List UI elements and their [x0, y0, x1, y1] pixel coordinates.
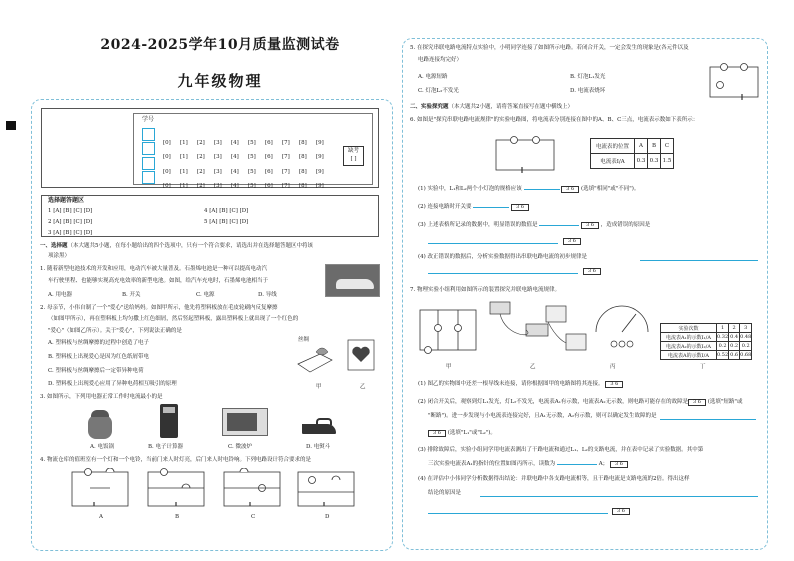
q3-option-d: D. 电熨斗: [306, 444, 331, 450]
q7-cell: 0.4: [730, 334, 739, 340]
q2-text-3: "爱心"（如图乙所示）。关于"爱心"，下列说法正确的是: [48, 328, 182, 334]
q7-sub2-d: (选填"L₁"或"L₂")。: [447, 430, 496, 436]
id-digit-bubble[interactable]: [6]: [265, 140, 273, 146]
section2-desc: （本大题共2小题，请将答案直接写在题中横线上）: [448, 104, 574, 110]
lamp-l1-icon: [721, 64, 728, 71]
section2-title: 二、实验探究题: [410, 104, 449, 110]
id-digit-bubble[interactable]: [3]: [214, 183, 222, 189]
id-digit-bubble[interactable]: [7]: [282, 169, 290, 175]
q7-cell: 0.2: [730, 343, 739, 349]
q4-option-d: D: [325, 514, 330, 520]
q6-sub4-blank-2[interactable]: [428, 273, 578, 274]
q7-header-2: 2: [729, 324, 740, 333]
q7-sub2-b: (选填"短路"或: [707, 399, 743, 405]
lamp-l1-icon: [435, 325, 442, 332]
absent-mark: [ ]: [350, 156, 357, 162]
q3-text: 3. 如图所示，下列用电器正常工作时电流最小的是: [40, 394, 163, 400]
answer-row-q4[interactable]: 4 [A] [B] [C] [D]: [204, 208, 249, 214]
q2-option-d: D. 塑料板上出现爱心应用了异种电荷相互吸引的原理: [48, 381, 177, 387]
circuit-d: [298, 472, 354, 506]
q6-table: [590, 138, 674, 169]
q6-sub3-text-b: ，造成错误的原因是: [600, 222, 651, 228]
silk-cloth: [316, 348, 328, 355]
score-box: 3 6: [583, 268, 601, 275]
id-digit-bubble[interactable]: [6]: [265, 154, 273, 160]
q6-sub1-text-b: (选填"相同"或"不同")。: [581, 186, 640, 192]
q6-sub3: [418, 222, 650, 229]
score-box: 3 6: [688, 399, 706, 406]
absent-checkbox[interactable]: [343, 146, 364, 166]
q6-sub3-text: (3) 上述表格所记录的数据中，明显错误的数值是: [418, 222, 538, 228]
q7-fig-label-yi: 乙: [530, 364, 536, 370]
q6-row-label: 电流表I/A: [591, 154, 635, 169]
calculator-icon: [160, 404, 178, 438]
q7-sub3-blank[interactable]: [557, 464, 597, 465]
section1-title: 一、选择题: [40, 243, 68, 249]
q7-cell: 0.2: [740, 342, 752, 351]
q7-sub2-a: (2) 闭合开关后，观察到灯L₁发光，灯L₂不发光，电流表A₁有示数，电流表A₂无示数，则电路可能存在的故障是: [418, 399, 689, 405]
q1-option-c: C. 电源: [196, 292, 215, 298]
q6-sub1: [418, 186, 639, 193]
id-digit-bubble[interactable]: [2]: [197, 154, 205, 160]
car-icon: [336, 279, 374, 289]
answer-row-q5[interactable]: 5 [A] [B] [C] [D]: [204, 219, 249, 225]
q1-option-d: D. 导线: [258, 292, 277, 298]
microwave-icon: [222, 408, 268, 436]
q6-header-a: A: [635, 139, 648, 154]
lamp-l2-icon: [533, 137, 540, 144]
lamp-l2-icon: [455, 325, 462, 332]
score-box: 3 6: [511, 204, 529, 211]
id-digit-bubble[interactable]: [2]: [197, 140, 205, 146]
q7-row-label: 电流表A的示数I/A: [661, 351, 717, 360]
q5-option-c: C. 灯泡L₂不发光: [418, 88, 459, 94]
circuit-c: [224, 468, 280, 506]
q7-row-label: 电流表A₂的示数I₂/A: [661, 342, 717, 351]
q5-text-1: 5. 在探究串联电路电流特点实验中，小明同学连接了如图所示电路。若闭合开关，一定会发生的现象是(各元件以及: [410, 45, 689, 51]
q6-table-header: [591, 139, 674, 154]
q7-header-3: 3: [740, 324, 752, 333]
q2-option-c: C. 塑料板与丝绸摩擦后一定带异种电荷: [48, 368, 144, 374]
q2-option-b: B. 塑料板上出现爱心是因为红色纸屑带电: [48, 354, 150, 360]
id-digit-bubble[interactable]: [4]: [231, 140, 239, 146]
iron-icon: [302, 416, 336, 434]
q6-sub4-score: [583, 268, 601, 275]
absent-label: 缺考: [347, 148, 359, 154]
id-digit-bubble[interactable]: [0]: [163, 183, 171, 189]
q7-sub3-b-wrap: [428, 461, 628, 468]
q4-option-b: B: [175, 514, 180, 520]
score-box: 3 6: [561, 186, 579, 193]
q2-silk-label: 丝绸: [298, 337, 310, 343]
page-subtitle: 九年级物理: [177, 72, 263, 90]
q6-sub2-text: (2) 连接电路时开关要: [418, 204, 472, 210]
bell-icon: [240, 468, 248, 472]
q7-cell: 0.32: [717, 334, 729, 340]
section1-heading: [40, 243, 313, 250]
q7-circuit-jia: [420, 310, 476, 354]
id-digit-bubble[interactable]: [5]: [248, 183, 256, 189]
id-digit-bubble[interactable]: [0]: [163, 169, 171, 175]
q6-sub4-blank[interactable]: [640, 260, 758, 261]
id-digit-bubble[interactable]: [7]: [282, 154, 290, 160]
ammeter-icon: [425, 347, 432, 354]
q6-header-position: 电流表的位置: [591, 139, 635, 154]
q6-value-a: 0.3: [635, 154, 648, 169]
q7-sub2-a-tail: [688, 399, 742, 406]
q7-row-label: 电流表A₁的示数I₁/A: [661, 333, 717, 342]
id-digit-bubble[interactable]: [9]: [316, 140, 324, 146]
q6-sub1-text: (1) 实验中，L₁和L₂两个小灯泡的规格应该: [418, 186, 522, 192]
plastic-board: [298, 354, 332, 372]
q7-cell: 0.68: [740, 352, 752, 358]
q7-sub4-blank-2[interactable]: [428, 513, 608, 514]
ammeter-icon: [546, 306, 566, 322]
q7-header-1: 1: [717, 324, 729, 333]
q5-circuit: [706, 57, 762, 101]
q3-option-a: A. 电饭锅: [90, 444, 114, 450]
q6-header-c: C: [661, 139, 674, 154]
q7-table-header: [661, 324, 752, 333]
id-digit-bubble[interactable]: [3]: [214, 154, 222, 160]
q6-sub2-blank[interactable]: [473, 207, 509, 208]
q3-option-b: B. 电子计算器: [148, 444, 184, 450]
id-digit-bubble[interactable]: [3]: [214, 140, 222, 146]
q6-text-1: 6. 如图是"探究串联电路电流规律"的实验电路图，将电流表分别连接在图中的A、B、C三点，电流表示数如下表所示：: [410, 117, 699, 123]
id-digit-bubble[interactable]: [4]: [231, 183, 239, 189]
q4-option-a: A: [99, 514, 103, 520]
id-digit-bubble[interactable]: [8]: [299, 154, 307, 160]
q7-sub3-unit: A；: [598, 461, 609, 467]
q7-fig-label-ding: 丁: [700, 364, 706, 370]
q6-table-row: [591, 154, 674, 169]
q6-header-b: B: [648, 139, 661, 154]
id-digit-bubble[interactable]: [6]: [265, 169, 273, 175]
q7-sub3-a: (3) 排除故障后，实验小组同学用电流表测出了干路电流和通过L₁、L₂的支路电流，并在表中记录了实验数据。其中第: [418, 447, 704, 453]
q7-cell: 0.6: [730, 352, 739, 358]
q6-sub3-score: [563, 238, 581, 245]
q7-table-row-a2: [661, 342, 752, 351]
id-digit-bubble[interactable]: [1]: [180, 183, 188, 189]
q1-text-2: 车行驶里程、也能够实现高充电效率的新型电池。如图，给汽车充电时，石墨烯电池相当于: [48, 278, 269, 284]
q7-sub1-text: (1) 图乙的实物图中还差一根导线未连接，请你根据图甲的电路图将其连接。: [418, 381, 604, 387]
id-digit-bubble[interactable]: [8]: [299, 169, 307, 175]
id-digit-bubble[interactable]: [1]: [180, 140, 188, 146]
q6-sub3-blank-2[interactable]: [428, 243, 558, 244]
q7-fig-label-bing: 丙: [610, 364, 616, 370]
q1-text-1: 1. 随着新型电池技术的开发和应用，电动汽车被大量普及。石墨烯电池是一种可以提高电动汽: [40, 266, 267, 272]
bell-icon: [182, 484, 190, 488]
id-digit-bubble[interactable]: [9]: [316, 183, 324, 189]
answer-area-title: 选择题答题区: [48, 197, 85, 204]
id-digit-bubble[interactable]: [5]: [248, 154, 256, 160]
q7-table: [660, 323, 752, 360]
q4-circuits: [70, 468, 360, 512]
q1-option-a: A. 用电器: [48, 292, 72, 298]
id-digit-bubble[interactable]: [4]: [231, 154, 239, 160]
section1-desc: （本大题共5小题，在每小题给出的四个选项中，只有一个符合要求，请选出并在选择题答题区中将该: [67, 243, 314, 249]
bell-icon: [332, 476, 340, 480]
id-digit-bubble[interactable]: [2]: [197, 169, 205, 175]
lamp-icon: [161, 469, 168, 476]
id-digit-row: [163, 172, 333, 191]
id-digit-bubble[interactable]: [7]: [282, 183, 290, 189]
answer-row-q3[interactable]: 3 [A] [B] [C] [D]: [48, 230, 93, 236]
q5-option-d: D. 电流表烧坏: [570, 88, 606, 94]
q7-sub2-c: "断路")。进一步发现与小电流表连接完好，且A₁无示数，A₂有示数，则可以确定发生故障的是: [428, 413, 657, 419]
battery-icon: [490, 302, 510, 314]
q7-cell: 0.2: [717, 342, 729, 351]
score-box: 3 6: [581, 222, 599, 229]
q4-option-c: C: [251, 514, 256, 520]
id-digit-cell[interactable]: [142, 128, 155, 141]
id-digit-bubble[interactable]: [9]: [316, 169, 324, 175]
q5-text-2: 电路连接均完好）: [418, 57, 463, 63]
id-digit-bubble[interactable]: [1]: [180, 169, 188, 175]
page-title: 2024-2025学年10月质量监测试卷: [100, 37, 340, 53]
q2-text-2: （如图甲所示），再在塑料板上均匀撒上红色细屑，然后竖起塑料板，露出塑料板上就出现了一个红色的: [48, 316, 299, 322]
id-digit-bubble[interactable]: [0]: [163, 140, 171, 146]
q6-value-b: 0.3: [648, 154, 661, 169]
section1-desc-cont: 项涂黑）: [48, 253, 71, 259]
lamp-l2-icon: [741, 64, 748, 71]
q1-ev-charging-photo: [325, 264, 380, 297]
binding-tab: [6, 121, 16, 130]
q7-ammeter-dial: [596, 306, 648, 347]
q7-physical-setup: [490, 302, 586, 350]
id-digit-bubble[interactable]: [4]: [231, 169, 239, 175]
circuit-a: [72, 468, 128, 506]
id-digit-bubble[interactable]: [5]: [248, 140, 256, 146]
id-digit-bubble[interactable]: [6]: [265, 183, 273, 189]
q6-circuit: [488, 128, 562, 178]
q6-sub1-blank[interactable]: [524, 189, 560, 190]
lamp-l1-icon: [511, 137, 518, 144]
id-digit-bubble[interactable]: [5]: [248, 169, 256, 175]
id-digit-bubble[interactable]: [7]: [282, 140, 290, 146]
q1-option-b: B. 开关: [122, 292, 141, 298]
score-box: 3 6: [605, 381, 623, 388]
lamp-holder-icon: [526, 324, 548, 336]
id-digit-cell[interactable]: [142, 171, 155, 184]
lamp-icon: [309, 477, 316, 484]
id-digit-cell[interactable]: [142, 157, 155, 170]
q6-sub3-blank-1[interactable]: [539, 225, 579, 226]
id-digit-bubble[interactable]: [8]: [299, 183, 307, 189]
score-box: 3 6: [610, 461, 628, 468]
q7-text-1: 7. 物理实验小组利用如图所示的装置探究并联电路电流规律。: [410, 287, 560, 293]
q2-fig-label-jia: 甲: [316, 384, 322, 390]
id-digit-bubble[interactable]: [8]: [299, 140, 307, 146]
q7-table-row-a: [661, 351, 752, 360]
q7-sub4-a: (4) 在评估中小伟同学分析数据得出结论：并联电路中各支路电流相等，且干路电流是支路电流的2倍。得出这样: [418, 476, 690, 482]
id-digit-bubble[interactable]: [3]: [214, 169, 222, 175]
bell-icon: [106, 468, 114, 472]
q6-sub2: [418, 204, 529, 211]
q7-sub2-blank[interactable]: [660, 419, 756, 420]
answer-row-q1[interactable]: 1 [A] [B] [C] [D]: [48, 208, 93, 214]
q2-fig-label-yi: 乙: [360, 384, 366, 390]
q2-text-1: 2. 母亲节，小伟自制了一个"爱心"送给妈妈。如图甲所示，他先将塑料板放在毛皮轮刷内反复摩擦: [40, 305, 278, 311]
right-page-frame: [402, 38, 768, 550]
id-digit-cell[interactable]: [142, 142, 155, 155]
answer-row-q2[interactable]: 2 [A] [B] [C] [D]: [48, 219, 93, 225]
q7-sub1: [418, 381, 623, 388]
id-digit-bubble[interactable]: [0]: [163, 154, 171, 160]
rice-cooker-icon: [86, 407, 114, 440]
q7-cell: 0.48: [740, 334, 752, 340]
q6-sub4: [418, 254, 587, 261]
q7-figures: [416, 298, 656, 362]
q7-sub3-b: 三次实验电流表A₁的指针的位置如图丙所示，读数为: [428, 461, 556, 467]
q7-cell: 0.52: [717, 352, 729, 358]
q4-text: 4. 物流仓库的值班室有一个灯和一个电铃，当前门来人时灯亮，后门来人时电铃响。下列电路设计符合要求的是: [40, 457, 311, 463]
student-id-label: 学号: [142, 116, 155, 123]
score-box: 3 6: [612, 508, 630, 515]
q7-sub4-score: [612, 508, 630, 515]
q6-sub4-text: (4) 改正错误的数据后，分析实验数据得出串联电路电流的初步规律是: [418, 254, 588, 260]
circuit-b: [148, 469, 204, 507]
q3-option-c: C. 微波炉: [228, 444, 253, 450]
id-digit-bubble[interactable]: [1]: [180, 154, 188, 160]
ammeter-icon: [566, 334, 586, 350]
id-digit-bubble[interactable]: [2]: [197, 183, 205, 189]
lamp-icon: [85, 469, 92, 476]
q7-sub4-b: 结论的原因是: [428, 490, 462, 496]
q7-header-trial: 实验次数: [661, 324, 717, 333]
q5-option-a: A. 电源短路: [418, 74, 448, 80]
id-digit-bubble[interactable]: [9]: [316, 154, 324, 160]
q7-sub4-blank-1[interactable]: [480, 496, 758, 497]
q2-option-a: A. 塑料板与丝绸摩擦的过程中创造了电子: [48, 340, 149, 346]
q7-table-row-a1: [661, 333, 752, 342]
score-box: 3 6: [428, 430, 446, 437]
q6-value-c: 1.5: [661, 154, 674, 169]
section2-heading: [410, 104, 573, 111]
score-box: 3 6: [563, 238, 581, 245]
q7-fig-label-jia: 甲: [446, 364, 452, 370]
ammeter-icon: [717, 82, 724, 89]
ammeter-needle: [622, 314, 636, 332]
q5-option-b: B. 灯泡L₁发光: [570, 74, 606, 80]
q7-sub2-d-wrap: [428, 430, 496, 437]
